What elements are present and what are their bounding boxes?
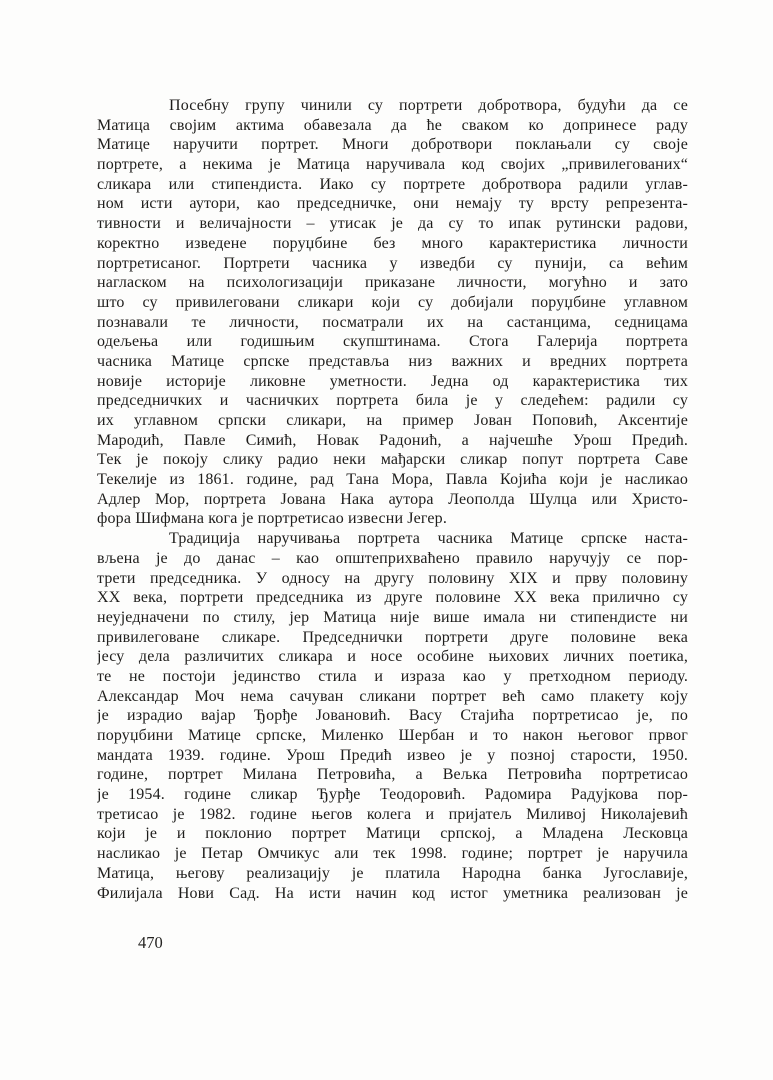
text-line: привилеговане сликаре. Председнички портрети друге половине века [97,628,688,646]
text-line: Традиција наручивања портрета часника Матице српске наста- [169,530,688,548]
text-line: који је и поклонио портрет Матици српској, а Младена Лесковца [97,825,688,843]
text-line: вљена је до данас – као општеприхваћено правило наручују се пор- [97,549,688,567]
text-line: коректно изведене поруџбине без много карактеристика личности [97,234,688,252]
text-line: јесу дела различитих сликара и носе особине њихових личних поетика, [97,648,688,666]
text-line: насликао је Петар Омчикус али тек 1998. године; портрет је наручила [97,845,688,863]
text-line: Посебну групу чинили су портрети добротвора, будући да се [169,97,688,114]
page-number: 470 [138,933,163,952]
text-line: Мародић, Павле Симић, Новак Радонић, а најчешће Урош Предић. [97,431,688,449]
text-line: портрете, а некима је Матица наручивала код својих „привилегованих“ [97,156,688,174]
text-line: нагласком на психологизацији приказане личности, могућно и зато [97,274,688,292]
text-line: године, портрет Милана Петровића, а Вељка Петровића портретисао [97,766,688,784]
text-line: Матице наручити портрет. Многи добротвори поклањали су своје [97,136,688,154]
text-line: тивности и величајности – утисак је да су то ипак рутински радови, [97,215,688,233]
text-line: те не постоји јединство стила и израза као у претходном периоду. [97,667,688,685]
text-line: неуједначени по стилу, јер Матица није више имала ни стипендисте ни [97,608,688,626]
text-line: мандата 1939. године. Урош Предић извео је у позној старости, 1950. [97,746,688,764]
text-block [97,96,688,903]
text-line: новије историје ликовне уметности. Једна од карактеристика тих [97,372,688,390]
text-line: познавали те личности, посматрали их на састанцима, седницама [97,313,688,331]
text-line: је израдио вајар Ђорђе Јовановић. Васу Стајића портретисао је, по [97,707,688,725]
text-line: поруџбини Матице српске, Миленко Шербан и то након његовог првог [97,727,688,744]
text-line: часника Матице српске представља низ важних и вредних портрета [97,352,688,370]
text-line: Адлер Мор, портрета Јована Нака аутора Леополда Шулца или Христо- [97,490,688,508]
text-line: трети председника. У односу на другу половину XIX и прву половину [97,569,688,587]
text-line: Текелије из 1861. године, рад Тана Мора, Павла Којића који је насликао [97,471,688,489]
text-line: Тек је покоју слику радио неки мађарски сликар попут портрета Саве [97,451,688,469]
text-line: портретисаног. Портрети часника у изведби су пунији, са већим [97,254,688,272]
text-line: их углавном српски сликари, на пример Јован Поповић, Аксентије [97,412,688,429]
text-line: сликара или стипендиста. Иако су портрете добротвора радили углав- [97,175,688,193]
text-line: Матица, његову реализацију је платила Народна банка Југославије, [97,864,688,882]
text-line: третисао је 1982. године његов колега и пријатељ Миливој Николајевић [97,805,688,823]
text-line: је 1954. године сликар Ђурђе Теодоровић. Радомира Радујкова пор- [97,786,688,804]
text-line: ном исти аутори, као председничке, они немају ту врсту репрезента- [97,195,688,213]
text-line: одељења или годишњим скупштинама. Стога Галерија портрета [97,333,688,351]
text-line: председничких и часничких портрета била је у следећем: радили су [97,392,688,410]
text-line: Александар Моч нема сачуван сликани портрет већ само плакету коју [97,687,688,705]
text-line: фора Шифмана кога је портретисао извесни Јегер. [97,510,447,528]
text-line: Филијала Нови Сад. На исти начин код истог уметника реализован је [97,884,688,902]
text-line: XX века, портрети председника из друге половине XX века прилично су [97,589,688,607]
text-line: што су привилеговани сликари који су добијали поруџбине углавном [97,293,688,311]
text-line: Матица својим актима обавезала да ће сваком ко допринесе раду [97,116,688,134]
